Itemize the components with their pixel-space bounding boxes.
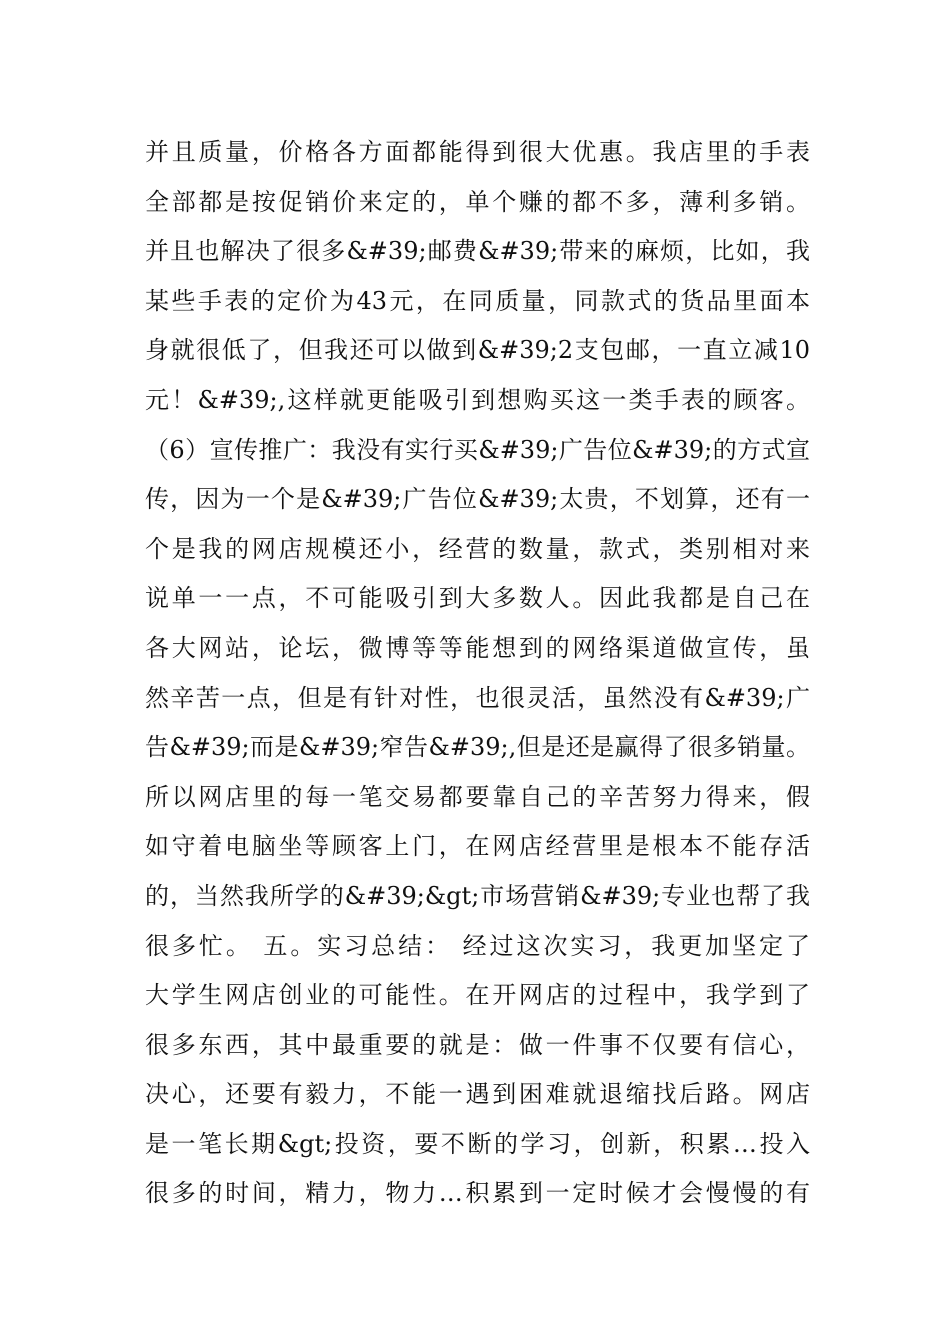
text-line: 所以网店里的每一笔交易都要靠自己的辛苦努力得来，假: [145, 782, 810, 811]
body-text: [145, 128, 810, 1219]
text-line: 很多忙。 五。实习总结： 经过这次实习，我更加坚定了: [145, 931, 810, 960]
text-line: 某些手表的定价为43元，在同质量，同款式的货品里面本: [145, 286, 810, 315]
text-line: 并且质量，价格各方面都能得到很大优惠。我店里的手表: [145, 138, 810, 166]
text-line: 很多的时间，精力，物力…积累到一定时候才会慢慢的有: [145, 1179, 810, 1208]
text-line: 各大网站，论坛，微博等等能想到的网络渠道做宣传，虽: [145, 633, 810, 662]
text-line: 个是我的网店规模还小，经营的数量，款式，类别相对来: [145, 534, 810, 563]
text-line: 是一笔长期&gt;投资，要不断的学习，创新，积累…投入: [145, 1129, 810, 1158]
text-line: 并且也解决了很多&#39;邮费&#39;带来的麻烦，比如，我: [145, 237, 810, 266]
text-line: 说单一一点，不可能吸引到大多数人。因此我都是自己在: [145, 584, 810, 613]
text-line: 身就很低了，但我还可以做到&#39;2支包邮，一直立减10: [145, 336, 810, 365]
text-line: 告&#39;而是&#39;窄告&#39;,但是还是赢得了很多销量。: [145, 733, 810, 762]
text-line: （6）宣传推广：我没有实行买&#39;广告位&#39;的方式宣: [145, 435, 810, 464]
text-line: 如守着电脑坐等顾客上门，在网店经营里是根本不能存活: [145, 832, 810, 861]
text-line: 然辛苦一点，但是有针对性，也很灵活，虽然没有&#39;广: [145, 683, 810, 712]
text-line: 元！&#39;,这样就更能吸引到想购买这一类手表的顾客。: [145, 385, 810, 414]
text-line: 传，因为一个是&#39;广告位&#39;太贵，不划算，还有一: [145, 485, 810, 514]
text-line: 决心，还要有毅力，不能一遇到困难就退缩找后路。网店: [145, 1080, 810, 1109]
text-line: 的，当然我所学的&#39;&gt;市场营销&#39;专业也帮了我: [145, 881, 810, 910]
text-line: 很多东西，其中最重要的就是：做一件事不仅要有信心，: [145, 1030, 810, 1059]
text-line: 大学生网店创业的可能性。在开网店的过程中，我学到了: [145, 981, 810, 1010]
text-line: 全部都是按促销价来定的，单个赚的都不多，薄利多销。: [145, 187, 810, 216]
